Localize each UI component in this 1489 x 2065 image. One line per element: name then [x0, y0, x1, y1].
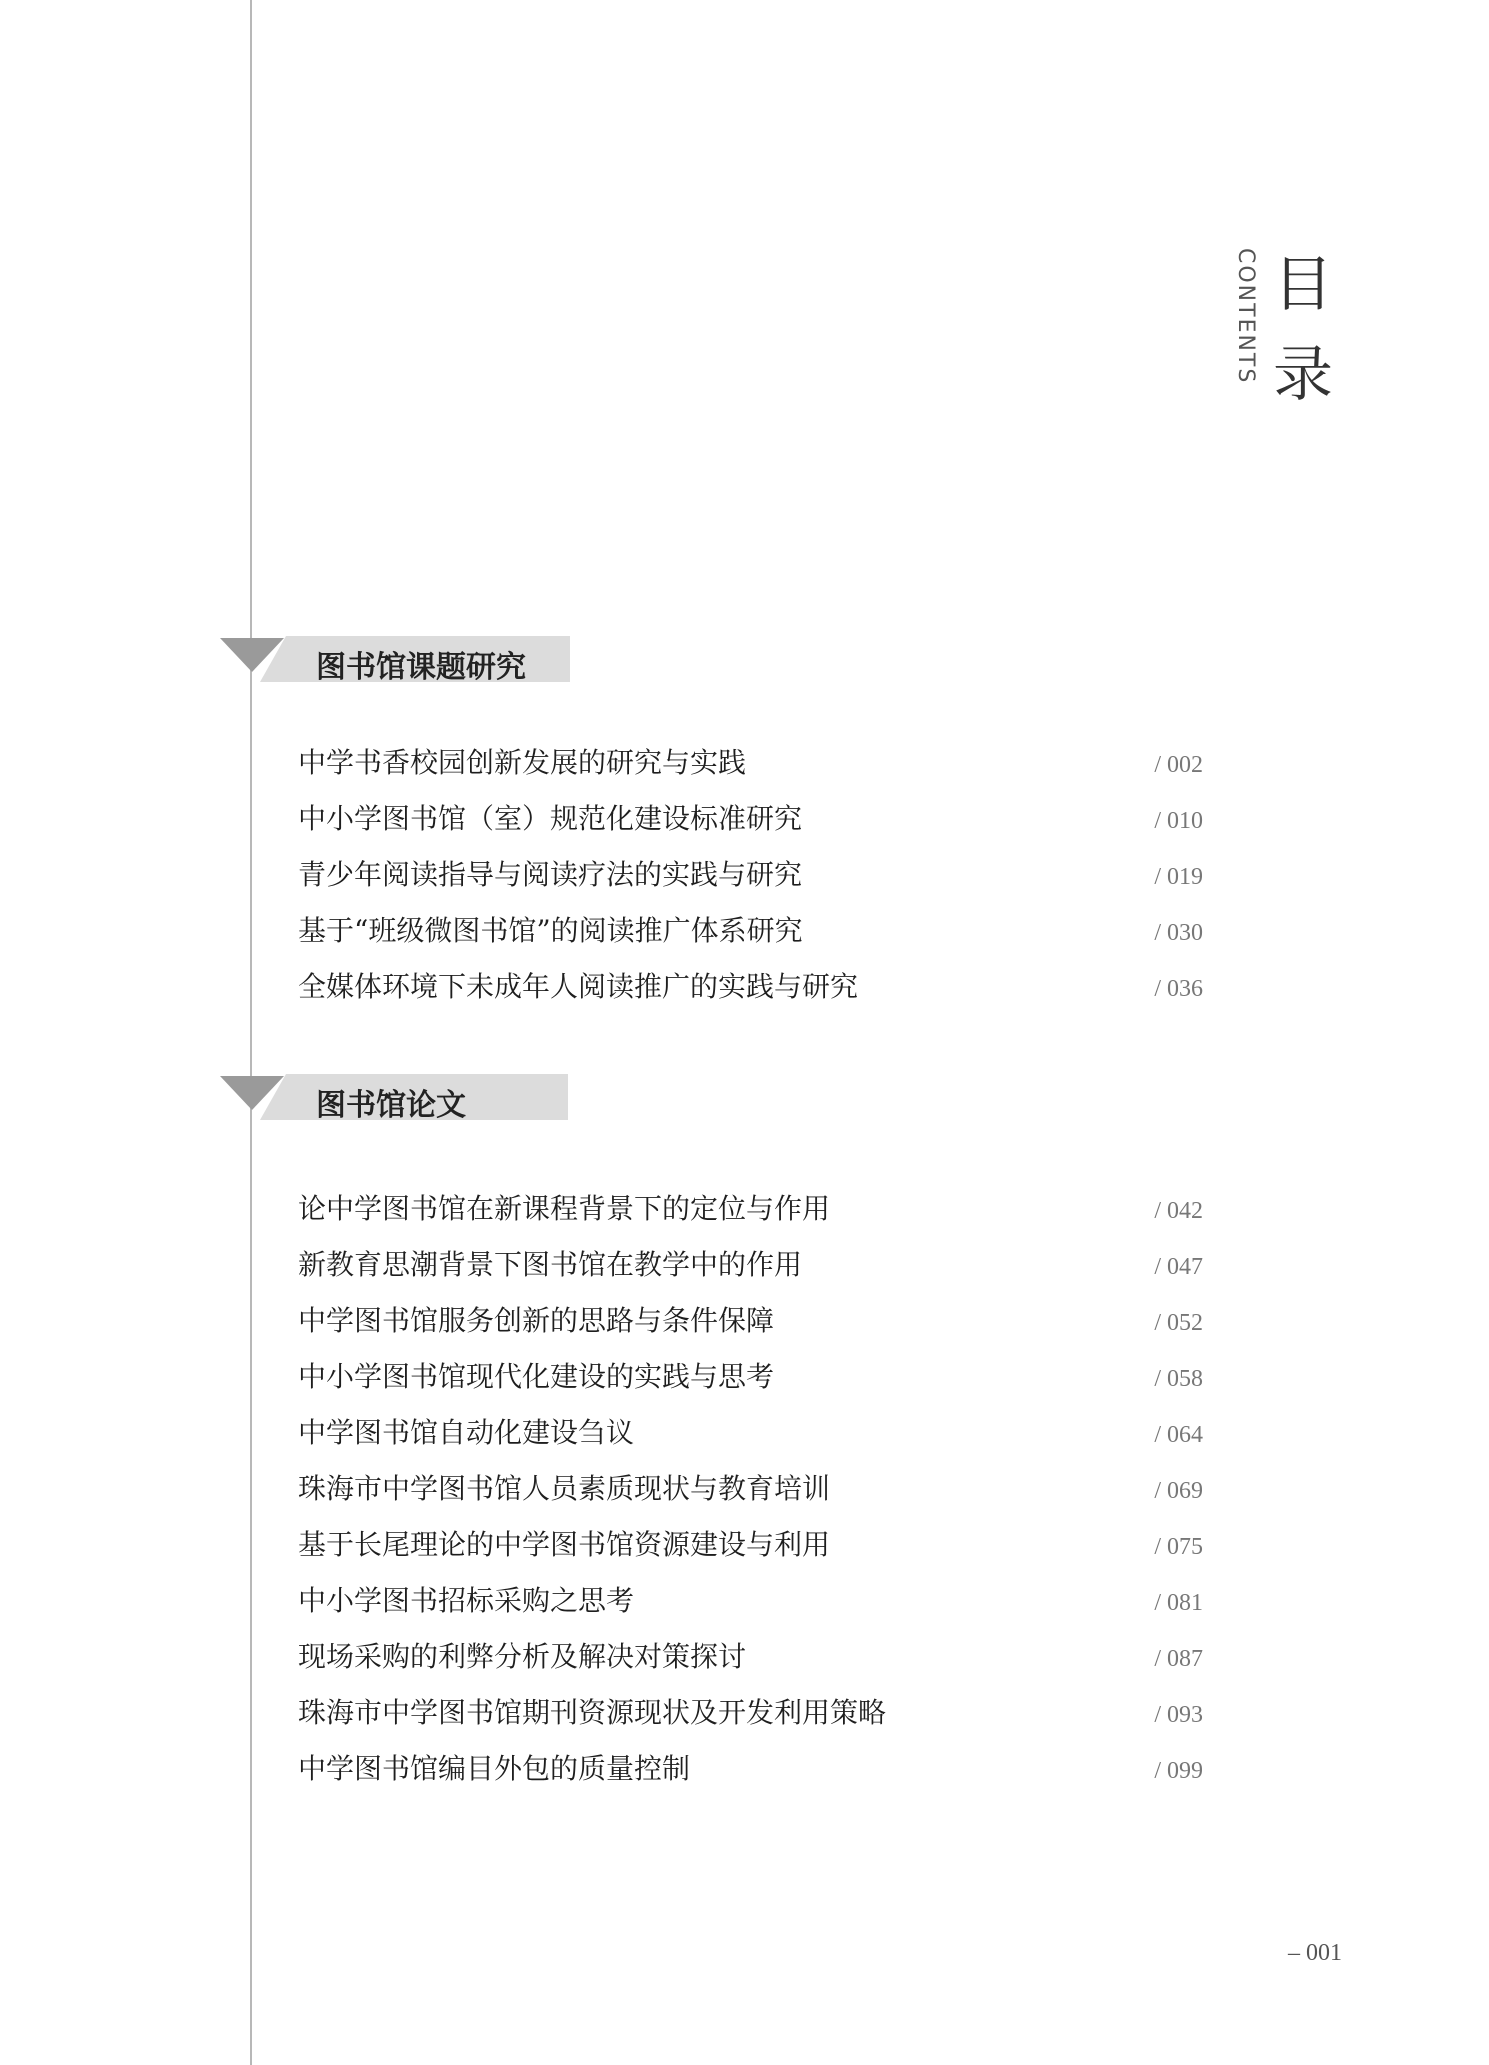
toc-entry-title[interactable]: 珠海市中学图书馆期刊资源现状及开发利用策略	[298, 1696, 887, 1729]
toc-entry-title[interactable]: 现场采购的利弊分析及解决对策探讨	[298, 1640, 747, 1673]
toc-entry[interactable]	[298, 855, 1203, 911]
toc-entry-page: / 036	[1154, 976, 1203, 1002]
section-heading: 图书馆课题研究	[316, 650, 526, 685]
toc-entry-page: / 075	[1154, 1534, 1203, 1560]
contents-label-en: CONTENTS	[1233, 248, 1258, 385]
toc-entry-title[interactable]: 中学书香校园创新发展的研究与实践	[298, 746, 747, 779]
page-title: 目 录	[1273, 250, 1333, 410]
toc-entry-title[interactable]: 论中学图书馆在新课程背景下的定位与作用	[298, 1192, 831, 1225]
toc-entry-title[interactable]: 中小学图书馆（室）规范化建设标准研究	[298, 802, 803, 835]
toc-entry-page: / 099	[1154, 1758, 1203, 1784]
toc-entry-page: / 064	[1154, 1422, 1203, 1448]
toc-entry[interactable]	[298, 1245, 1203, 1301]
section-header-papers	[220, 1074, 550, 1123]
toc-entry[interactable]	[298, 1413, 1203, 1469]
toc-entry-page: / 030	[1154, 920, 1203, 946]
toc-entry-title[interactable]: 中学图书馆服务创新的思路与条件保障	[298, 1304, 775, 1337]
toc-entry-title[interactable]: 基于长尾理论的中学图书馆资源建设与利用	[298, 1528, 831, 1561]
toc-entry[interactable]	[298, 1301, 1203, 1357]
toc-entry-title[interactable]: 全媒体环境下未成年人阅读推广的实践与研究	[298, 970, 859, 1003]
toc-entry[interactable]	[298, 911, 1203, 967]
toc-entry[interactable]	[298, 1637, 1203, 1693]
toc-list-research	[298, 743, 1203, 1023]
toc-entry-page: / 010	[1154, 808, 1203, 834]
section-header-research	[220, 636, 550, 685]
toc-entry-title[interactable]: 基于“班级微图书馆”的阅读推广体系研究	[298, 914, 803, 947]
toc-entry-page: / 058	[1154, 1366, 1203, 1392]
toc-entry-page: / 019	[1154, 864, 1203, 890]
toc-entry-title[interactable]: 中学图书馆自动化建设刍议	[298, 1416, 635, 1449]
toc-entry-page: / 042	[1154, 1198, 1203, 1224]
toc-entry[interactable]	[298, 1189, 1203, 1245]
toc-entry-title[interactable]: 中小学图书招标采购之思考	[298, 1584, 635, 1617]
toc-entry-page: / 093	[1154, 1702, 1203, 1728]
toc-entry[interactable]	[298, 1581, 1203, 1637]
toc-entry[interactable]	[298, 967, 1203, 1023]
toc-entry[interactable]	[298, 1749, 1203, 1805]
toc-entry[interactable]	[298, 1525, 1203, 1581]
section-heading: 图书馆论文	[316, 1088, 466, 1123]
toc-entry-title[interactable]: 珠海市中学图书馆人员素质现状与教育培训	[298, 1472, 831, 1505]
toc-entry-title[interactable]: 中学图书馆编目外包的质量控制	[298, 1752, 691, 1785]
toc-entry-title[interactable]: 青少年阅读指导与阅读疗法的实践与研究	[298, 858, 803, 891]
toc-entry-title[interactable]: 新教育思潮背景下图书馆在教学中的作用	[298, 1248, 803, 1281]
vertical-guide-line	[250, 0, 252, 2065]
page-number: – 001	[1288, 1940, 1342, 1966]
toc-list-papers	[298, 1189, 1203, 1805]
toc-entry[interactable]	[298, 1469, 1203, 1525]
toc-entry-page: / 087	[1154, 1646, 1203, 1672]
toc-entry-page: / 002	[1154, 752, 1203, 778]
toc-entry-title[interactable]: 中小学图书馆现代化建设的实践与思考	[298, 1360, 775, 1393]
toc-entry[interactable]	[298, 1693, 1203, 1749]
toc-entry[interactable]	[298, 1357, 1203, 1413]
toc-entry-page: / 052	[1154, 1310, 1203, 1336]
toc-entry[interactable]	[298, 799, 1203, 855]
toc-entry[interactable]	[298, 743, 1203, 799]
toc-entry-page: / 069	[1154, 1478, 1203, 1504]
toc-entry-page: / 081	[1154, 1590, 1203, 1616]
toc-entry-page: / 047	[1154, 1254, 1203, 1280]
